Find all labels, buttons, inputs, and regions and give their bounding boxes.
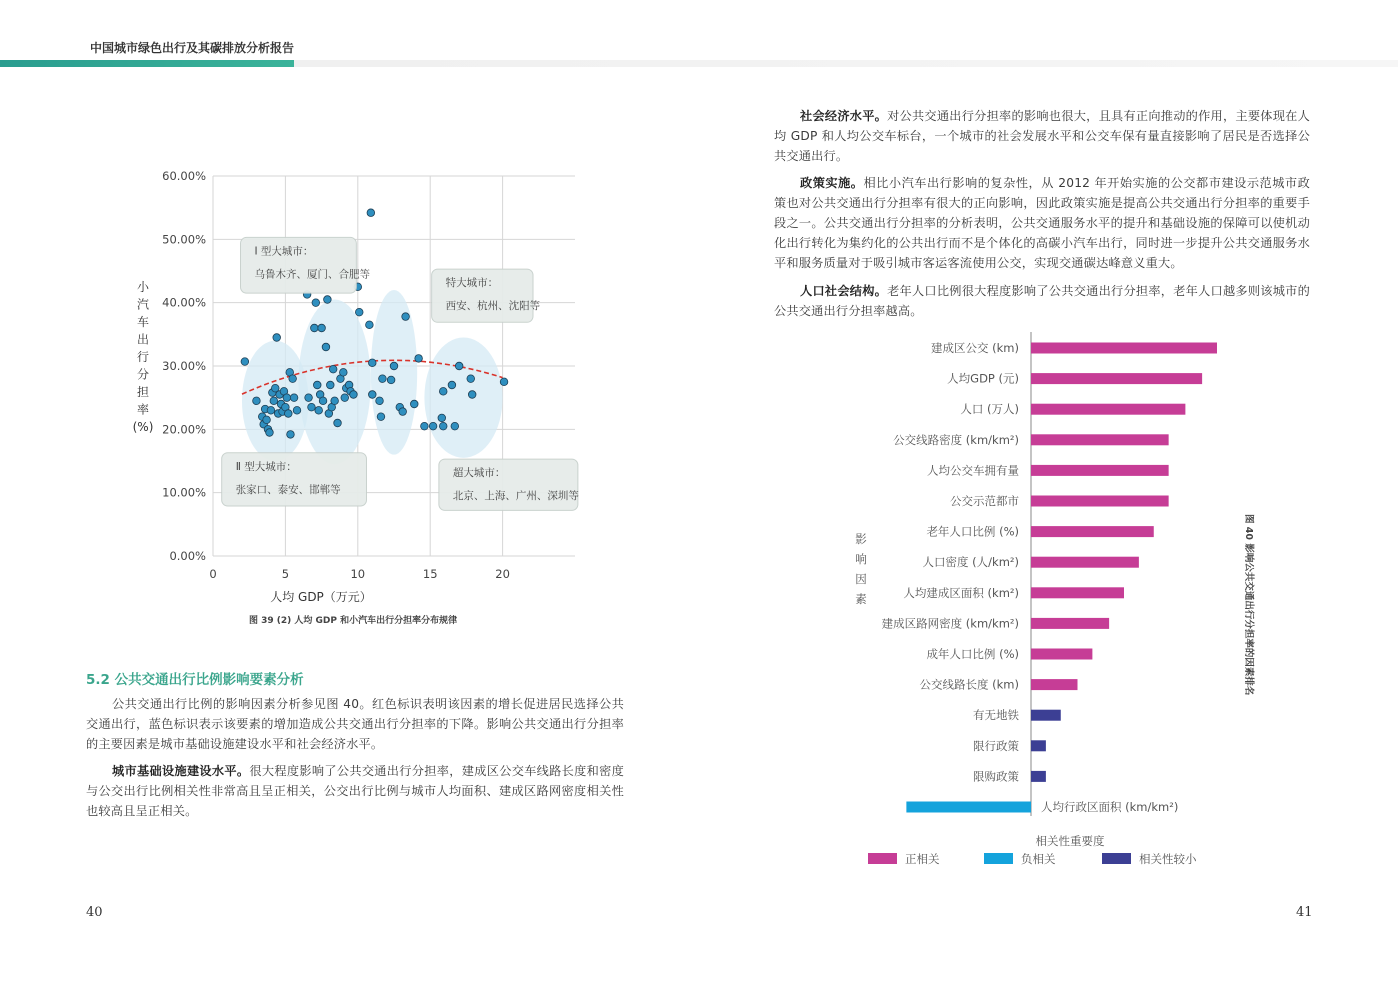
cluster-callout-label: 特大城市： (445, 277, 499, 290)
legend-swatch (868, 853, 897, 864)
scatter-chart (120, 150, 600, 610)
legend-label: 负相关 (1021, 852, 1056, 866)
scatter-point (415, 355, 423, 363)
factor-bar (1031, 404, 1185, 415)
scatter-point (367, 209, 375, 217)
factor-bar (1031, 526, 1154, 537)
x-tick-label: 5 (281, 567, 290, 581)
cluster-callout-cities: 乌鲁木齐、厦门、合肥等 (254, 268, 371, 281)
y-tick-label: 50.00% (162, 232, 206, 247)
scatter-point (387, 376, 395, 384)
right-paragraph-1-lead: 社会经济水平。 (800, 109, 888, 123)
scatter-point (399, 408, 407, 416)
right-paragraph-3-lead: 人口社会结构。 (800, 284, 888, 298)
scatter-point (355, 308, 363, 316)
scatter-point (318, 324, 326, 332)
factor-bar (1031, 679, 1078, 690)
scatter-point (322, 343, 330, 351)
scatter-point (368, 359, 376, 367)
factor-label: 老年人口比例 (%) (926, 524, 1019, 539)
scatter-point (334, 419, 342, 427)
y-tick-label: 30.00% (162, 359, 206, 373)
scatter-point (263, 416, 271, 424)
bar-y-axis-label: 影响因素 (855, 532, 867, 606)
scatter-point (402, 313, 410, 321)
factor-bar (1031, 434, 1169, 445)
factor-label: 公交示范都市 (950, 494, 1019, 508)
section-paragraph-1: 公共交通出行比例的影响因素分析参见图 40。红色标识表明该因素的增长促进居民选择公共交通出行，蓝色标识表示该要素的增加造成公共交通出行分担率的下降。影响公共交通出行分担率的主要因素是城市基础设施建设水平和社会经济水平。 (86, 697, 624, 751)
scatter-point (390, 362, 398, 370)
factor-bar (1031, 373, 1202, 384)
scatter-point (312, 299, 320, 307)
factor-label: 公交线路长度 (km) (919, 677, 1019, 692)
scatter-point (290, 394, 298, 402)
scatter-point (305, 394, 313, 402)
figure-39-caption: 图 39 (2) 人均 GDP 和小汽车出行分担率分布规律 (249, 616, 458, 626)
cluster-ellipse (298, 300, 370, 465)
factor-label: 成年人口比例 (%) (926, 647, 1019, 661)
factor-bar (1031, 649, 1092, 660)
factor-bar (1031, 740, 1046, 751)
header-accent (0, 60, 294, 67)
scatter-point (421, 422, 429, 430)
figure-40-title: 图 40 影响公共交通出行分担率的因素排名 (1243, 514, 1254, 696)
scatter-point (313, 381, 321, 389)
factor-bar (1031, 557, 1139, 568)
scatter-point (283, 394, 291, 402)
cluster-callout-cities: 北京、上海、广州、深圳等 (452, 490, 579, 503)
factor-label: 人均公交车拥有量 (927, 463, 1019, 478)
right-paragraph-2-lead: 政策实施。 (800, 176, 864, 190)
scatter-point (451, 422, 459, 430)
scatter-point (439, 422, 447, 430)
scatter-point (366, 321, 374, 329)
factor-bar (1031, 465, 1169, 476)
cluster-callout-cities: 西安、杭州、沈阳等 (445, 300, 541, 313)
factor-bar (1031, 618, 1109, 629)
factor-bar (1031, 771, 1046, 782)
cluster-ellipse (424, 338, 502, 458)
x-tick-label: 0 (209, 567, 217, 581)
scatter-point (410, 400, 418, 408)
paragraph-2-body: 很大程度影响了公共交通出行分担率，建成区公交车线路长度和密度与公交出行比例相关性非常高且呈正相关，公交出行比例与城市人均面积、建成区路网密度相关性也较高且呈正相关。 (86, 764, 625, 818)
scatter-point (376, 397, 384, 405)
cluster-ellipse (371, 290, 417, 455)
cluster-callout-label: 超大城市： (452, 467, 506, 480)
scatter-point (350, 391, 358, 399)
scatter-point (331, 397, 339, 405)
scatter-point (448, 381, 456, 389)
factor-label: 限行政策 (973, 738, 1019, 753)
right-paragraph-2 (774, 173, 1310, 273)
scatter-point (368, 391, 376, 399)
factor-label: 有无地铁 (973, 708, 1019, 723)
factor-label: 公交线路密度 (km/km²) (893, 432, 1019, 447)
scatter-point (467, 375, 475, 383)
factor-bar (906, 802, 1031, 813)
scatter-point (377, 413, 385, 421)
cluster-callout-label: Ⅱ 型大城市： (235, 460, 297, 473)
right-paragraph-3 (774, 281, 1310, 321)
factor-label: 人口密度 (人/km²) (922, 555, 1019, 570)
factor-label: 人均行政区面积 (km/km²) (1041, 800, 1179, 814)
scatter-point (284, 410, 292, 418)
scatter-point (340, 369, 348, 377)
cluster-callout-label: Ⅰ 型大城市： (254, 245, 314, 258)
x-tick-label: 10 (350, 567, 366, 581)
scatter-point (311, 324, 319, 332)
factor-label: 建成区公交 (km) (931, 341, 1019, 355)
x-tick-label: 20 (495, 567, 510, 581)
cluster-callout-cities: 张家口、泰安、邯郸等 (235, 483, 341, 496)
scatter-point (270, 397, 278, 405)
report-title: 中国城市绿色出行及其碳排放分析报告 (90, 41, 295, 55)
scatter-point (468, 391, 476, 399)
scatter-point (273, 334, 281, 342)
y-axis-label: 小汽车出行分担率(%) (132, 280, 154, 434)
factor-bar (1031, 496, 1169, 507)
factor-label: 人口 (万人) (960, 402, 1019, 417)
page-number-left: 40 (86, 905, 103, 920)
scatter-point (329, 365, 337, 373)
legend-title: 相关性重要度 (1035, 834, 1105, 848)
paragraph-2-lead: 城市基础设施建设水平。 (112, 764, 250, 778)
scatter-point (266, 429, 274, 437)
scatter-point (438, 414, 446, 422)
factor-label: 人均建成区面积 (km²) (903, 585, 1019, 600)
scatter-point (500, 378, 508, 386)
scatter-point (439, 388, 447, 396)
right-paragraph-3-body: 老年人口比例很大程度影响了公共交通出行分担率，老年人口越多则该城市的公共交通出行分担率越高。 (774, 284, 1310, 318)
scatter-point (324, 296, 332, 304)
y-tick-label: 10.00% (162, 485, 206, 500)
legend-label: 相关性较小 (1139, 852, 1197, 866)
factor-bar (1031, 710, 1061, 721)
section-heading: 5.2 公共交通出行比例影响要素分析 (86, 672, 304, 688)
y-tick-label: 40.00% (162, 295, 206, 310)
y-tick-label: 0.00% (169, 549, 206, 563)
scatter-point (241, 358, 249, 366)
section-paragraph-2 (86, 761, 624, 821)
scatter-point (267, 407, 275, 415)
factor-bar (1031, 343, 1217, 354)
scatter-point (289, 375, 297, 383)
factor-bar (1031, 587, 1124, 598)
scatter-point (429, 422, 437, 430)
right-paragraph-1 (774, 106, 1310, 166)
x-tick-label: 15 (422, 567, 438, 581)
scatter-point (379, 375, 387, 383)
x-axis-label: 人均 GDP（万元） (270, 590, 372, 604)
scatter-point (319, 397, 327, 405)
right-paragraph-2-body: 相比小汽车出行影响的复杂性，从 2012 年开始实施的公交都市建设示范城市政策也对公共交通出行分担率有很大的正向影响，因此政策实施是提高公共交通出行分担率的重要手段之一。公共交通出行分担率的分析表明，公共交通服务水平的提升和基础设施的保障可以使机动化出行转化为集约化的公共出行而不是个体化的高碳小汽车出行，同时进一步提升公共交通服务水平和服务质量对于吸引城市客运客流使用公交，实现交通碳达峰意义重大。 (774, 176, 1310, 270)
scatter-point (293, 407, 301, 415)
y-tick-label: 60.00% (162, 169, 206, 183)
legend-swatch (984, 853, 1013, 864)
page-number-right: 41 (1296, 905, 1313, 920)
right-paragraph-1-body: 对公共交通出行分担率的影响也很大，且具有正向推动的作用，主要体现在人均 GDP 和人均公交车标台，一个城市的社会发展水平和公交车保有量直接影响了居民是否选择公共交通出行。 (774, 109, 1310, 163)
scatter-point (287, 431, 295, 439)
legend-label: 正相关 (905, 852, 940, 866)
scatter-point (315, 407, 323, 415)
scatter-point (308, 403, 316, 411)
factor-bar-chart (840, 330, 1280, 875)
scatter-point (455, 362, 463, 370)
factor-label: 限购政策 (973, 769, 1019, 784)
y-tick-label: 20.00% (162, 422, 206, 437)
scatter-point (326, 381, 334, 389)
factor-label: 建成区路网密度 (km/km²) (881, 616, 1019, 631)
legend-swatch (1102, 853, 1131, 864)
scatter-point (253, 397, 261, 405)
factor-label: 人均GDP (元) (947, 371, 1019, 386)
scatter-point (341, 394, 349, 402)
